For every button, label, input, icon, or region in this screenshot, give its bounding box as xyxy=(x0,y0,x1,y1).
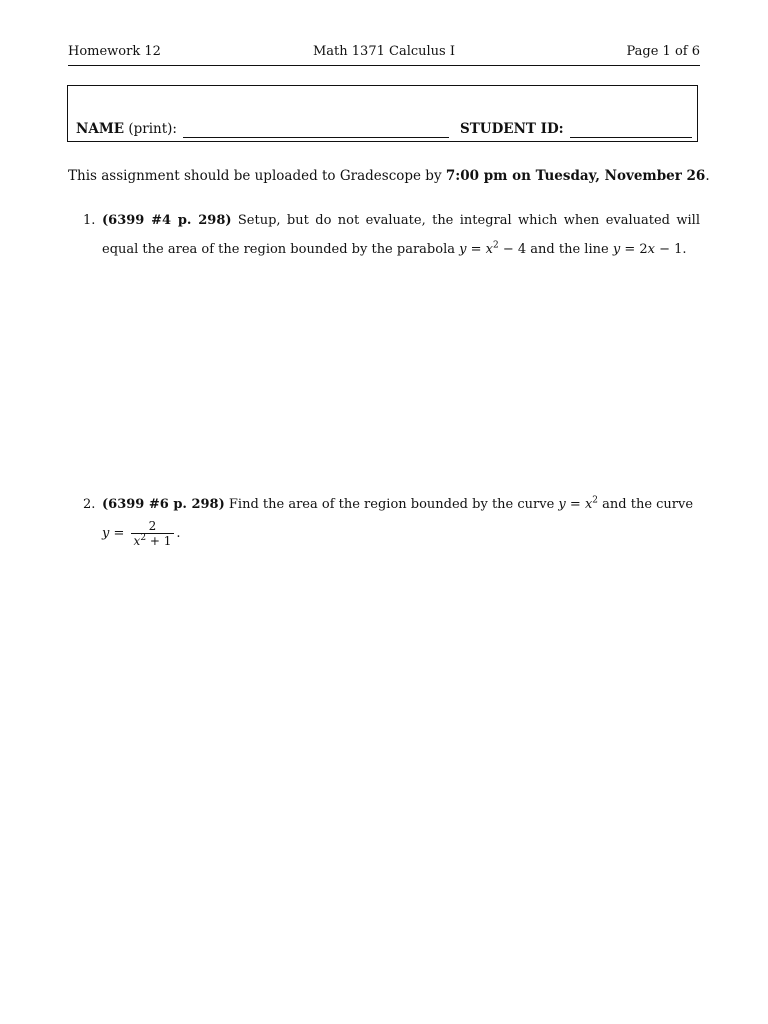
problem-2 xyxy=(83,490,700,548)
instructions-text: This assignment should be uploaded to Gradescope by xyxy=(68,168,446,184)
instructions-period: . xyxy=(705,168,710,184)
math-op: − 1. xyxy=(654,242,687,257)
header-page-number: Page 1 of 6 xyxy=(626,44,700,59)
problem-statement: and the curve xyxy=(598,497,694,512)
fraction-numerator: 2 xyxy=(148,519,157,533)
math-var: x xyxy=(485,242,493,257)
math-period: . xyxy=(176,526,181,541)
math-op: = xyxy=(109,526,129,541)
fraction-denominator xyxy=(131,533,175,548)
problem-text xyxy=(102,490,700,548)
math-var: y xyxy=(102,526,110,541)
name-field xyxy=(76,120,449,138)
math-op: = xyxy=(466,242,486,257)
math-exponent: 2 xyxy=(140,533,147,543)
math-op: − 4 xyxy=(498,242,527,257)
assignment-instructions xyxy=(68,167,708,185)
deadline: 7:00 pm on Tuesday, November 26 xyxy=(445,168,706,184)
student-info-box xyxy=(67,85,698,142)
math-var: y xyxy=(612,242,621,257)
page-header xyxy=(68,43,700,63)
header-divider xyxy=(68,65,700,66)
math-var: x xyxy=(647,242,655,257)
student-id-label: STUDENT ID: xyxy=(460,121,564,137)
math-var: y xyxy=(459,242,467,257)
problem-text xyxy=(102,206,700,264)
math-exponent: 2 xyxy=(592,495,599,506)
name-print-hint: (print): xyxy=(128,121,177,137)
problem-statement: and the line xyxy=(526,242,613,257)
problem-statement: Find the area of the region bounded by the curve xyxy=(224,497,559,512)
math-op: = 2 xyxy=(620,242,648,257)
header-homework-title: Homework 12 xyxy=(68,44,161,59)
header-course-title: Math 1371 Calculus I xyxy=(313,44,455,59)
problem-number: 1. xyxy=(83,213,96,228)
name-label: NAME xyxy=(76,121,125,137)
math-fraction xyxy=(131,519,175,548)
math-var: x xyxy=(584,497,593,512)
problem-number: 2. xyxy=(83,497,96,512)
math-exponent: 2 xyxy=(493,240,499,251)
problem-reference: (6399 #4 p. 298) xyxy=(102,213,232,228)
student-id-field xyxy=(460,120,692,138)
math-var: y xyxy=(558,497,566,512)
name-blank-line[interactable] xyxy=(183,124,449,138)
problem-1 xyxy=(83,206,700,264)
math-op: + 1 xyxy=(146,534,172,548)
problem-statement: Setup, but do not evaluate, the integral which when evaluated will equal the area of the region bounded by the parabola xyxy=(102,213,700,257)
problem-reference: (6399 #6 p. 298) xyxy=(102,497,225,512)
student-id-blank-line[interactable] xyxy=(570,124,692,138)
math-op: = xyxy=(565,497,585,512)
math-var: x xyxy=(133,534,141,548)
